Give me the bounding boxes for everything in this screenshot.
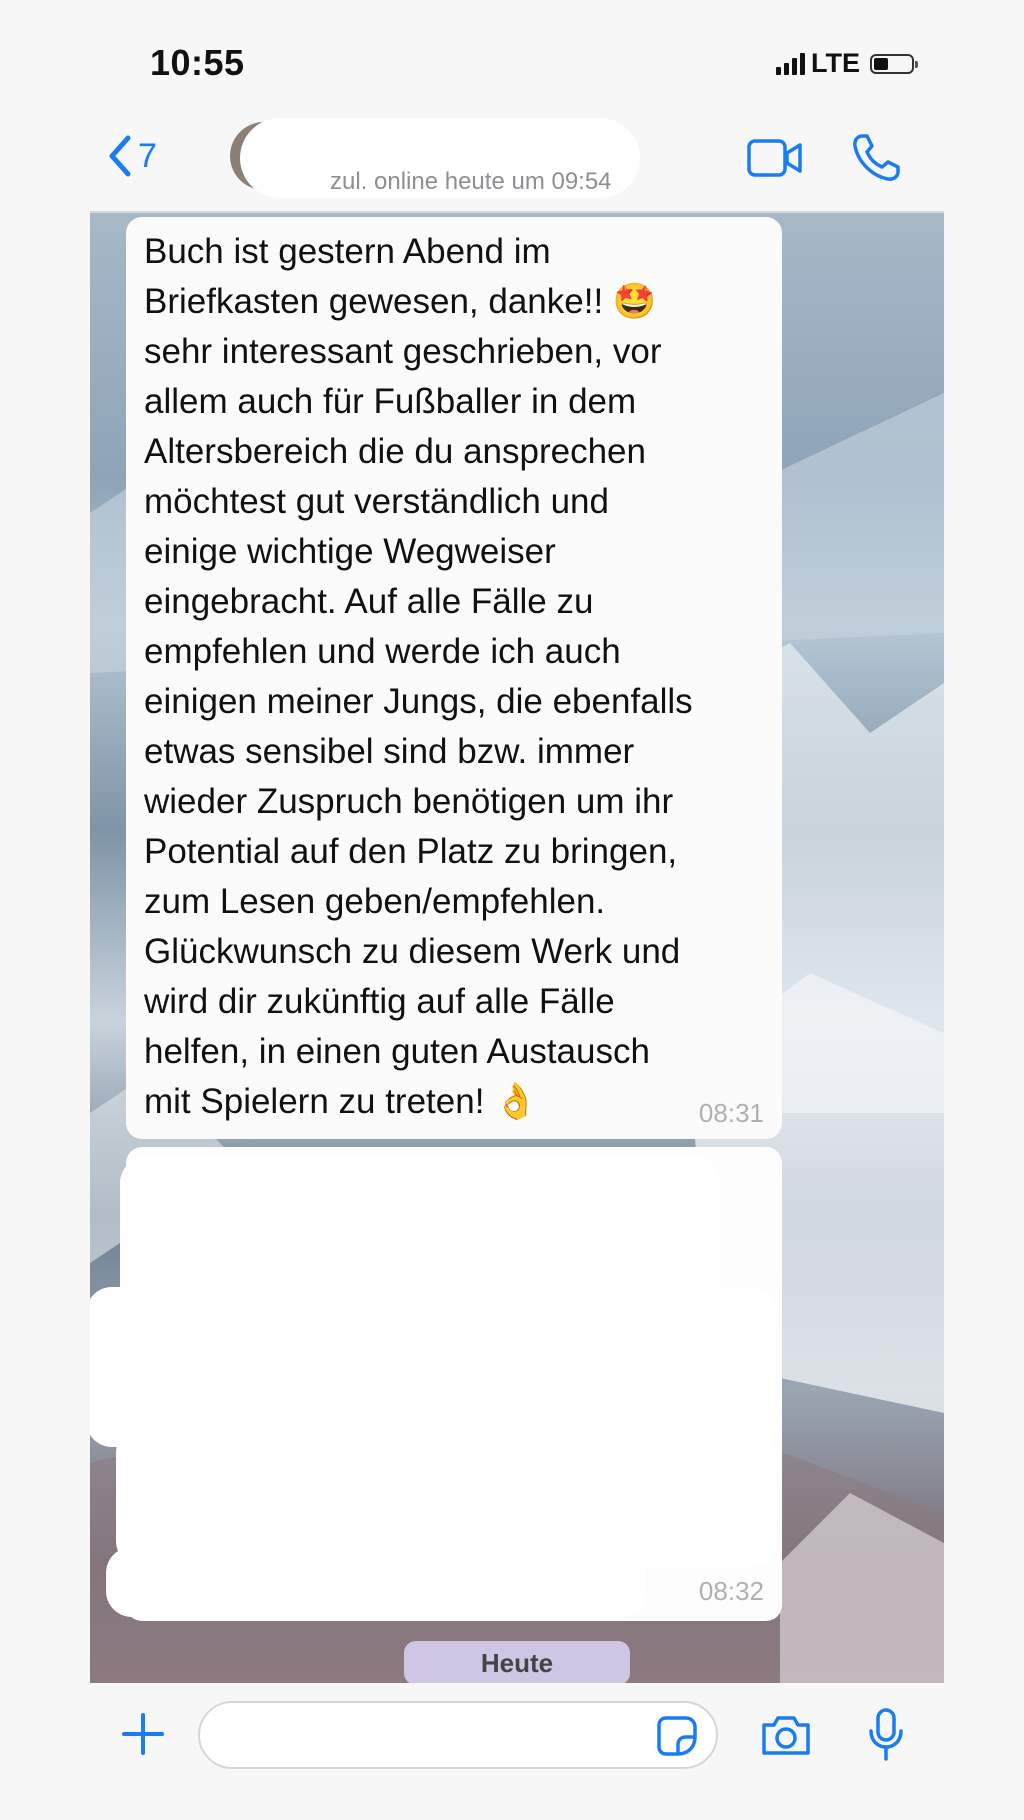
phone-icon: [850, 132, 902, 184]
battery-icon: [870, 54, 914, 74]
message-bubble-redacted[interactable]: [126, 1147, 782, 1621]
sticker-icon: [656, 1715, 698, 1757]
message-input[interactable]: [198, 1701, 718, 1769]
chat-background[interactable]: [90, 213, 944, 1683]
network-label: LTE: [811, 48, 860, 78]
voice-call-button[interactable]: [850, 132, 902, 189]
camera-icon: [760, 1713, 812, 1757]
video-icon: [746, 138, 804, 178]
status-indicators: [776, 48, 914, 79]
day-separator: Heute: [404, 1641, 630, 1683]
status-time: 10:55: [150, 42, 245, 83]
redaction-mark: [90, 1287, 776, 1447]
sticker-button[interactable]: [656, 1715, 698, 1762]
back-button[interactable]: [108, 134, 157, 178]
mic-icon: [866, 1707, 906, 1763]
redaction-mark: [106, 1547, 646, 1617]
plus-icon: [120, 1711, 166, 1757]
unread-count: 7: [138, 136, 157, 175]
last-seen-status: zul. online heute um 09:54: [330, 168, 612, 195]
signal-icon: [776, 53, 805, 75]
chat-header: [90, 110, 944, 210]
message-bubble[interactable]: [126, 217, 782, 1139]
composer-bar: [90, 1683, 944, 1820]
camera-button[interactable]: [760, 1713, 812, 1762]
redaction-mark: [116, 1427, 776, 1567]
message-time: 08:32: [698, 1576, 764, 1606]
attach-button[interactable]: [120, 1711, 166, 1762]
phone-screen: [90, 0, 944, 1820]
chevron-left-icon: [108, 134, 132, 178]
voice-message-button[interactable]: [866, 1707, 906, 1768]
video-call-button[interactable]: [746, 138, 804, 183]
message-time: 08:31: [698, 1098, 764, 1128]
message-text: Buch ist gestern Abend im Briefkasten gewesen, danke!! 🤩 sehr interessant geschrieben, vor allem auch für Fußballer in dem Altersbereich die du ansprechen möchtest gut verständlich und einige wichtige Wegweiser eingebracht. Auf alle Fälle zu empfehlen und werde ich auch einigen meiner Jungs, die ebenfalls etwas sensibel sind bzw. immer wieder Zuspruch benötigen um ihr Potential auf den Platz zu bringen, zum Lesen geben/empfehlen. Glückwunsch zu diesem Werk und wird dir zukünftig auf alle Fälle helfen, in einen guten Austausch mit Spielern zu treten! 👌: [144, 232, 693, 1121]
